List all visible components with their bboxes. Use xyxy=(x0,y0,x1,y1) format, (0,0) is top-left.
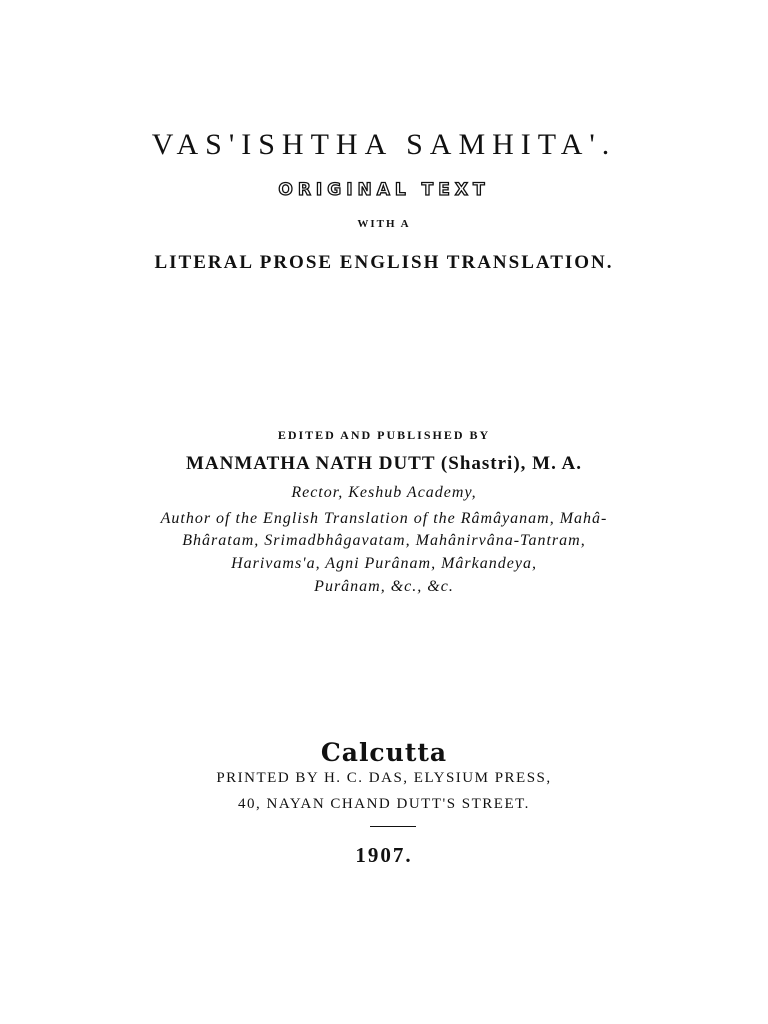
printer-line: PRINTED BY H. C. DAS, ELYSIUM PRESS, xyxy=(216,770,552,786)
credit-line: Purânam, &c., &c. xyxy=(314,578,454,595)
subtitle-original-text: ORIGINAL TEXT xyxy=(278,180,490,200)
printer-address: 40, NAYAN CHAND DUTT'S STREET. xyxy=(238,796,530,812)
with-a-text: WITH A xyxy=(357,218,411,230)
editor-position: Rector, Keshub Academy, xyxy=(291,484,477,501)
edited-by-label: EDITED AND PUBLISHED BY xyxy=(277,428,491,442)
divider-rule xyxy=(370,826,416,827)
translation-line: LITERAL PROSE ENGLISH TRANSLATION. xyxy=(154,252,614,273)
editor-name: MANMATHA NATH DUTT (Shastri), M. A. xyxy=(186,453,582,474)
book-title: VAS'ISHTHA SAMHITA'. xyxy=(151,128,617,161)
credit-line: Bhâratam, Srimadbhâgavatam, Mahânirvâna-Tantram, xyxy=(182,532,586,549)
credit-line: Author of the English Translation of the Râmâyanam, Mahâ- xyxy=(160,510,608,527)
publication-city: Calcutta xyxy=(320,738,448,767)
publication-year: 1907. xyxy=(355,843,413,867)
credit-line: Harivams'a, Agni Purânam, Mârkandeya, xyxy=(231,555,537,572)
